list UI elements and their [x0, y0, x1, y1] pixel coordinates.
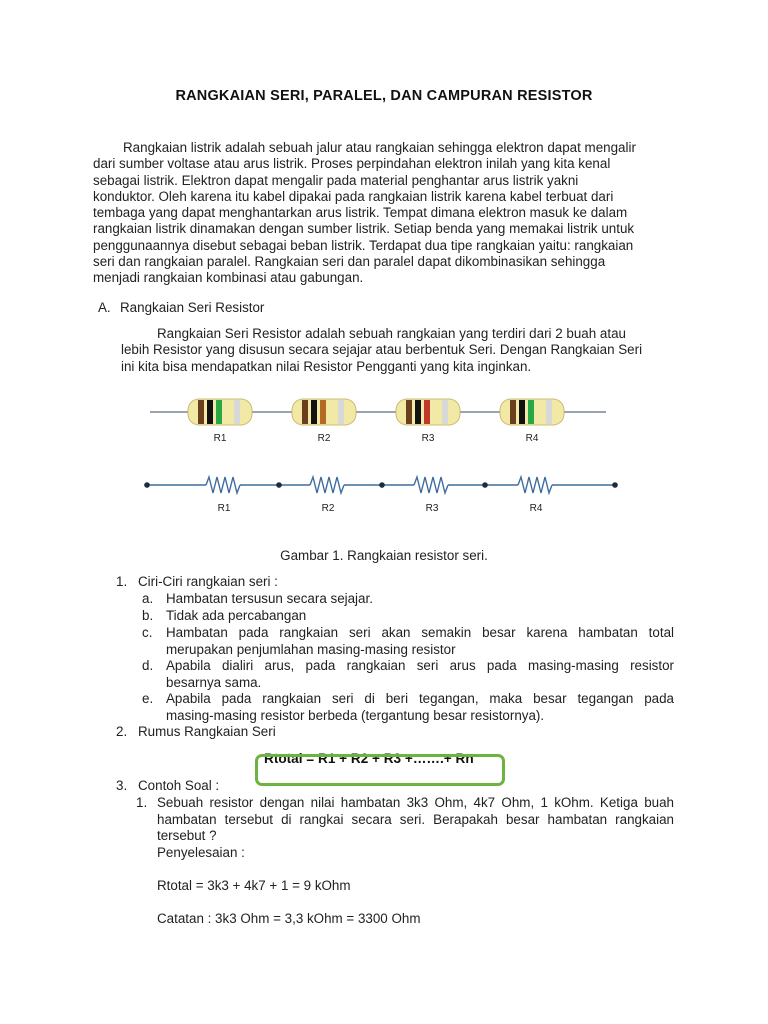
solution-result: Rtotal = 3k3 + 4k7 + 1 = 9 kOhm [157, 877, 351, 893]
solution-note: Catatan : 3k3 Ohm = 3,3 kOhm = 3300 Ohm [157, 910, 421, 926]
resistor-label: R1 [213, 433, 227, 444]
intro-line: tembaga yang dapat menghantarkan arus listrik. Tempat dimana elektron masuk ke dalam [93, 205, 628, 221]
section-a-line: ini kita bisa mendapatkan nilai Resistor Pengganti yang kita inginkan. [121, 358, 532, 374]
intro-line: rangkaian listrik dinamakan dengan sumber listrik. Setiap benda yang memakai listrik untuk [93, 221, 635, 237]
list-text: Ciri-Ciri rangkaian seri : [138, 574, 278, 589]
sub-item: a. Hambatan tersusun secara sejajar. [142, 591, 373, 606]
resistor-label: R4 [525, 433, 539, 444]
list-number: 2. [116, 724, 128, 739]
node-dot [144, 482, 150, 488]
node-dot [612, 482, 618, 488]
section-a-paragraph [121, 326, 674, 375]
resistor-physical-3 [396, 399, 460, 425]
resistor-label: R4 [529, 503, 543, 514]
intro-line: seri dan rangkaian paralel. Rangkaian seri dan paralel dapat dikombinasikan sehingga [93, 254, 606, 270]
intro-line: penggunaannya disebut sebagai beban listrik. Terdapat dua tipe rangkaian yaitu: rangkaian [93, 237, 634, 253]
resistor-physical-2 [292, 399, 356, 425]
series-resistor-figure [140, 385, 620, 520]
intro-line: dari sumber voltase atau arus listrik. Proses perpindahan elektron inilah yang kita kenal [93, 156, 611, 172]
intro-line: Rangkaian listrik adalah sebuah jalur atau rangkaian sehingga elektron dapat mengalir [123, 140, 636, 155]
formula-text: Rtotal = R1 + R2 + R3 +…….+ Rn [264, 751, 474, 766]
figure-caption: Gambar 1. Rangkaian resistor seri. [280, 548, 488, 563]
list-number: 3. [116, 778, 128, 793]
sub-item: b. Tidak ada percabangan [142, 608, 307, 623]
list-number: 1. [116, 574, 128, 589]
sub-item: c. Hambatan pada rangkaian seri akan semakin besar karena hambatan total merupakan penjumlahan masing-masing resistor [142, 625, 674, 657]
section-heading-text: Rangkaian Seri Resistor [120, 300, 265, 315]
section-a-heading [98, 300, 264, 315]
section-a-line: Rangkaian Seri Resistor adalah sebuah rangkaian yang terdiri dari 2 buah atau [157, 326, 626, 341]
list-text: Rumus Rangkaian Seri [138, 724, 276, 739]
intro-paragraph [93, 140, 674, 287]
sub-item: d. Apabila dialiri arus, pada rangkaian seri arus pada masing-masing resistor besarnya sama. [142, 658, 674, 690]
resistor-physical-4 [500, 399, 564, 425]
intro-line: konduktor. Oleh karena itu kabel dipakai pada rangkaian listrik karena kabel terbuat dari [93, 188, 614, 204]
sub-item: e. Apabila pada rangkaian seri di beri tegangan, maka besar tegangan pada masing-masing resistor berbeda (tergantung besar resistornya). [142, 691, 674, 723]
intro-line: menjadi rangkaian kombinasi atau gabungan. [93, 270, 364, 286]
solution-label: Penyelesaian : [157, 844, 245, 860]
resistor-label: R3 [421, 433, 435, 444]
node-dot [276, 482, 282, 488]
resistor-label: R2 [321, 503, 335, 514]
list-text: Contoh Soal : [138, 778, 220, 793]
intro-line: sebagai listrik. Elektron dapat mengalir pada material penghantar arus listrik yakni [93, 172, 579, 188]
formula-highlight-box [255, 754, 505, 786]
section-letter: A. [98, 300, 111, 315]
node-dot [482, 482, 488, 488]
resistor-label: R1 [217, 503, 231, 514]
resistor-label: R2 [317, 433, 331, 444]
page-title: RANGKAIAN SERI, PARALEL, DAN CAMPURAN RESISTOR [175, 88, 593, 104]
resistor-physical-1 [188, 399, 252, 425]
node-dot [379, 482, 385, 488]
section-a-line: lebih Resistor yang disusun secara sejajar atau berbentuk Seri. Dengan Rangkaian Seri [121, 342, 643, 358]
resistor-label: R3 [425, 503, 439, 514]
example-item: 1. Sebuah resistor dengan nilai hambatan 3k3 Ohm, 4k7 Ohm, 1 kOhm. Ketiga buah hambatan tersebut di rangkai secara seri. Berapakah besar hambatan rangkaian tersebut ? Penyelesaian : Rtotal = 3k3 + 4k7 + 1 = 9 kOhm Catatan : 3k3 Ohm = 3,3 kOhm = 3300 Ohm [136, 795, 674, 926]
